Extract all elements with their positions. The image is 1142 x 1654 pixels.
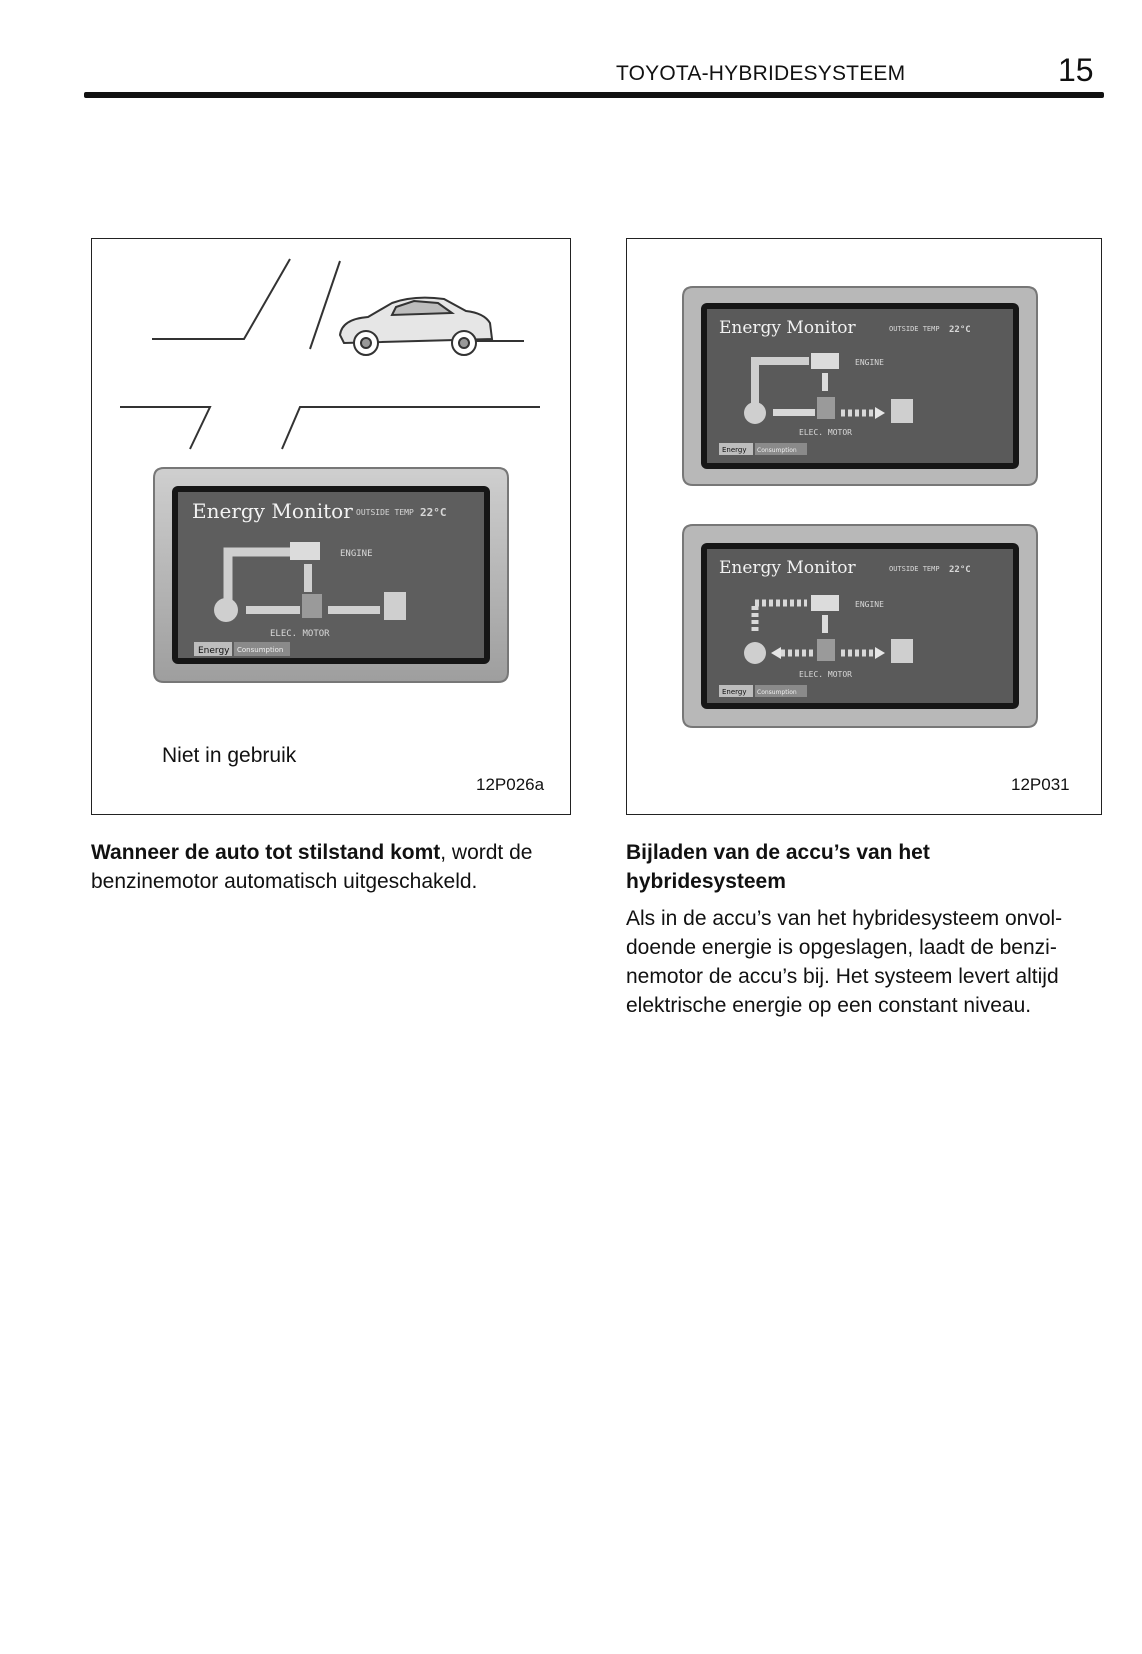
svg-text:ELEC. MOTOR: ELEC. MOTOR [799, 670, 852, 679]
svg-text:ENGINE: ENGINE [855, 600, 884, 609]
elec-motor-icon [817, 397, 835, 419]
section-paragraph [626, 904, 1116, 1020]
elec-motor-icon [817, 639, 835, 661]
monitor-title: Energy Monitor [719, 558, 856, 578]
svg-text:22°C: 22°C [949, 325, 971, 335]
svg-text:Consumption: Consumption [757, 447, 797, 454]
figure-left [91, 238, 571, 815]
svg-text:Energy: Energy [722, 688, 747, 696]
text-line: nemotor de accu’s bij. Het systeem levert altijd [626, 965, 1059, 988]
text-run: benzinemotor automatisch uitgeschakeld. [91, 870, 478, 893]
energy-monitor-display [150, 464, 512, 686]
text-line: elektrische energie op een constant niveau. [626, 994, 1032, 1017]
figure-code: 12P031 [1011, 775, 1070, 794]
wheel-icon [744, 642, 766, 664]
engine-icon [811, 353, 839, 369]
elec-motor-label: ELEC. MOTOR [270, 629, 330, 639]
svg-text:ENGINE: ENGINE [855, 358, 884, 367]
figure-code: 12P026a [476, 775, 545, 794]
battery-icon [891, 399, 913, 423]
section-heading: Bijladen van de accu’s van het hybridesysteem [626, 841, 930, 893]
figure-right [626, 238, 1102, 815]
text-line: Als in de accu’s van het hybridesysteem onvol- [626, 907, 1063, 930]
bold-lead: Wanneer de auto tot stilstand komt [91, 841, 441, 864]
text-run: , wordt de [440, 841, 533, 864]
monitor-title: Energy Monitor [192, 499, 353, 523]
svg-text:ELEC. MOTOR: ELEC. MOTOR [799, 428, 852, 437]
section-title: TOYOTA-HYBRIDESYSTEEM [616, 62, 906, 85]
car-at-crossing-illustration [92, 239, 570, 469]
engine-label: ENGINE [340, 549, 373, 559]
left-paragraph [91, 838, 591, 896]
svg-text:OUTSIDE TEMP: OUTSIDE TEMP [889, 325, 940, 333]
right-section [626, 838, 1116, 1020]
svg-text:Consumption: Consumption [237, 646, 284, 654]
elec-motor-icon [302, 594, 322, 618]
battery-icon [891, 639, 913, 663]
battery-icon [384, 592, 406, 620]
svg-text:Consumption: Consumption [757, 689, 797, 696]
engine-icon [290, 542, 320, 560]
wheel-icon [214, 598, 238, 622]
energy-monitor-display [679, 521, 1041, 731]
page-number: 15 [1058, 52, 1094, 88]
svg-text:22°C: 22°C [949, 565, 971, 575]
figure-caption: Niet in gebruik [162, 744, 297, 767]
wheel-icon [744, 402, 766, 424]
text-line: doende energie is opgeslagen, laadt de benzi- [626, 936, 1057, 959]
car-icon [340, 298, 492, 355]
outside-temp-label: OUTSIDE TEMP [356, 508, 414, 517]
svg-text:Energy: Energy [722, 446, 747, 454]
monitor-title: Energy Monitor [719, 318, 856, 338]
outside-temp-value: 22°C [420, 506, 447, 519]
engine-icon [811, 595, 839, 611]
energy-monitor-display [679, 283, 1041, 489]
svg-text:OUTSIDE TEMP: OUTSIDE TEMP [889, 565, 940, 573]
svg-text:Energy: Energy [198, 646, 230, 656]
header-rule [84, 92, 1104, 98]
